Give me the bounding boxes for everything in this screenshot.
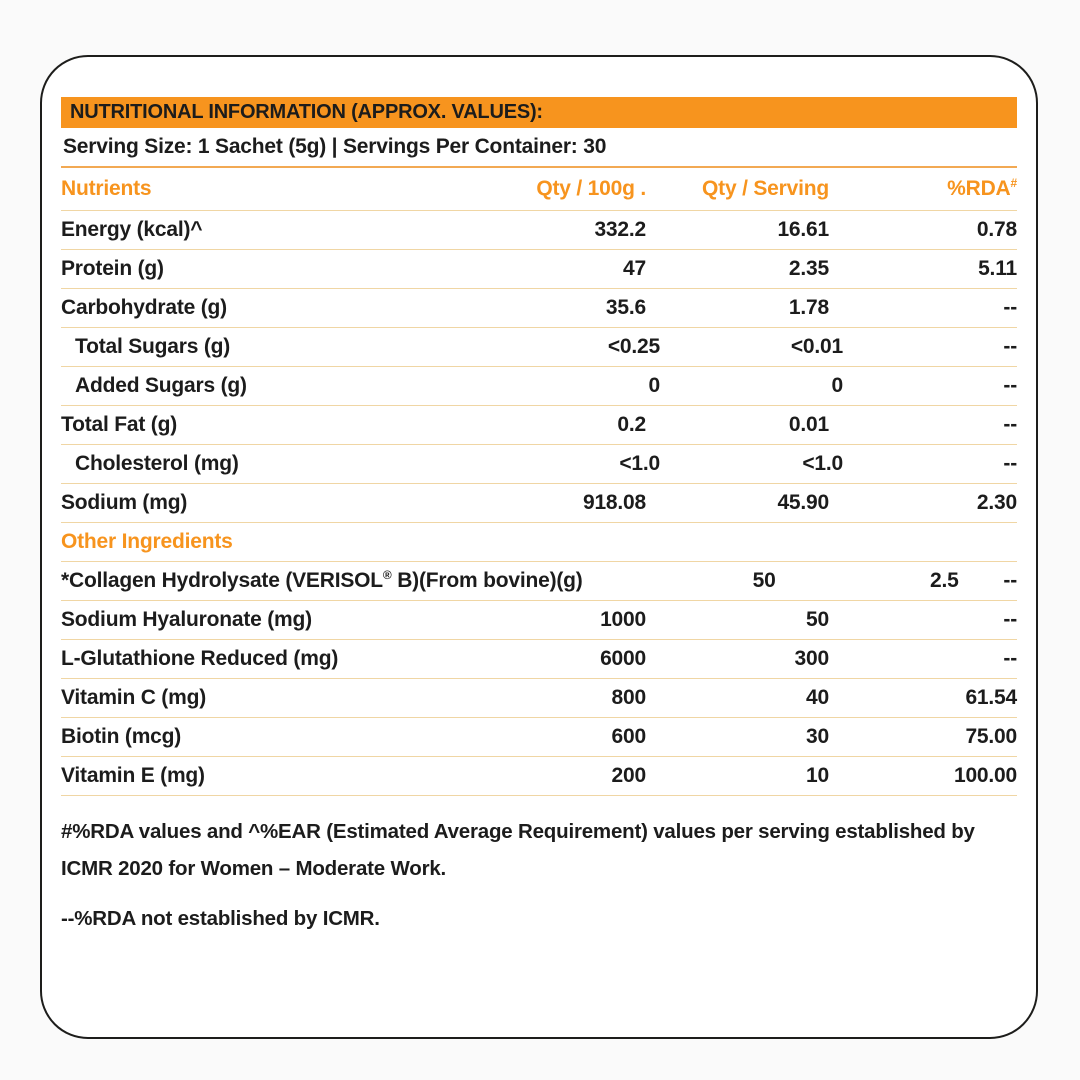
column-header-qty-100g: Qty / 100g . (536, 177, 646, 200)
nutrient-name-cell: Cholesterol (mg) (75, 452, 239, 475)
table-row (61, 757, 1017, 796)
nutrient-name-cell: Carbohydrate (g) (61, 296, 227, 319)
table-row (61, 484, 1017, 523)
qty-serving-cell: 40 (806, 686, 829, 709)
rda-cell: -- (1003, 569, 1017, 592)
rda-header-superscript: # (1010, 176, 1017, 190)
qty-100g-cell: 0.2 (617, 413, 646, 436)
qty-serving-cell: 0 (831, 374, 843, 397)
qty-serving-cell: <0.01 (790, 335, 843, 358)
section-title: Other Ingredients (61, 530, 233, 553)
column-header-rda (829, 177, 1017, 201)
table-row (61, 250, 1017, 289)
table-row (61, 718, 1017, 757)
nutrition-table-body (61, 211, 1017, 796)
rda-cell: -- (1003, 452, 1017, 475)
rda-cell: 5.11 (978, 257, 1017, 280)
qty-serving-cell: <1.0 (802, 452, 843, 475)
rda-cell: -- (1003, 647, 1017, 670)
qty-serving-cell: 1.78 (788, 296, 829, 319)
qty-100g-cell: 0 (648, 374, 660, 397)
rda-cell: 2.30 (976, 491, 1017, 514)
nutrient-name-cell: Protein (g) (61, 257, 164, 280)
qty-100g-cell: 1000 (600, 608, 646, 631)
qty-serving-cell: 45.90 (777, 491, 829, 514)
rda-cell: 75.00 (965, 725, 1017, 748)
rda-cell: -- (1003, 374, 1017, 397)
qty-serving-cell: 10 (806, 764, 829, 787)
nutrient-name-cell: Total Fat (g) (61, 413, 177, 436)
nutrient-name-cell: *Collagen Hydrolysate (VERISOL® B)(From bovine)(g) (61, 568, 583, 592)
rda-cell: 61.54 (965, 686, 1017, 709)
rda-header-text: %RDA (947, 177, 1011, 200)
nutrient-name-cell: Energy (kcal)^ (61, 218, 203, 241)
table-row (61, 367, 1017, 406)
nutrient-name-cell: Sodium (mg) (61, 491, 188, 514)
qty-100g-cell: 47 (623, 257, 646, 280)
qty-100g-cell: 50 (752, 569, 776, 592)
qty-serving-cell: 50 (806, 608, 829, 631)
qty-100g-cell: <1.0 (619, 452, 660, 475)
table-row (61, 289, 1017, 328)
nutrition-label-card (40, 55, 1038, 1039)
nutrition-title-bar (61, 97, 1017, 128)
rda-cell: 100.00 (953, 764, 1017, 787)
footnote-rda-not-established: --%RDA not established by ICMR. (61, 907, 380, 930)
qty-100g-cell: 6000 (600, 647, 646, 670)
qty-serving-cell: 30 (806, 725, 829, 748)
qty-100g-cell: 918.08 (582, 491, 646, 514)
registered-trademark-superscript: ® (382, 568, 392, 582)
nutrient-name-cell: Vitamin E (mg) (61, 764, 205, 787)
qty-100g-cell: <0.25 (607, 335, 660, 358)
qty-serving-cell: 2.5 (930, 569, 959, 592)
qty-100g-cell: 332.2 (594, 218, 646, 241)
rda-cell: -- (1003, 413, 1017, 436)
qty-serving-cell: 2.35 (788, 257, 829, 280)
nutrient-name-cell: Sodium Hyaluronate (mg) (61, 608, 312, 631)
table-row (61, 406, 1017, 445)
qty-serving-cell: 300 (794, 647, 829, 670)
nutrient-name-cell: Vitamin C (mg) (61, 686, 206, 709)
qty-serving-cell: 0.01 (788, 413, 829, 436)
nutrition-title: NUTRITIONAL INFORMATION (APPROX. VALUES): (70, 101, 543, 123)
footnote-rda-definition: #%RDA values and ^%EAR (Estimated Average Requirement) values per serving established by ICMR 2020 for Women – Moderate Work. (61, 820, 975, 880)
footnotes (61, 813, 1017, 937)
qty-serving-cell: 16.61 (777, 218, 829, 241)
qty-100g-cell: 200 (611, 764, 646, 787)
table-row (61, 211, 1017, 250)
nutrient-name-cell: Added Sugars (g) (75, 374, 247, 397)
column-header-nutrients: Nutrients (61, 177, 152, 200)
rda-cell: -- (1003, 335, 1017, 358)
nutrient-name-cell: L-Glutathione Reduced (mg) (61, 647, 339, 670)
serving-info-text: Serving Size: 1 Sachet (5g) | Servings Per Container: 30 (63, 135, 607, 158)
qty-100g-cell: 35.6 (605, 296, 646, 319)
section-header-row (61, 523, 1017, 562)
rda-cell: 0.78 (976, 218, 1017, 241)
table-row (61, 601, 1017, 640)
serving-info (61, 128, 1017, 168)
nutrient-name-cell: Total Sugars (g) (75, 335, 231, 358)
table-row (61, 640, 1017, 679)
table-row (61, 679, 1017, 718)
table-row (61, 328, 1017, 367)
rda-cell: -- (1003, 608, 1017, 631)
qty-100g-cell: 600 (611, 725, 646, 748)
table-row (61, 445, 1017, 484)
qty-100g-cell: 800 (611, 686, 646, 709)
nutrient-name-cell: Biotin (mcg) (61, 725, 182, 748)
table-row (61, 562, 1017, 601)
column-header-qty-serving: Qty / Serving (702, 177, 829, 200)
table-header-row (61, 168, 1017, 211)
rda-cell: -- (1003, 296, 1017, 319)
